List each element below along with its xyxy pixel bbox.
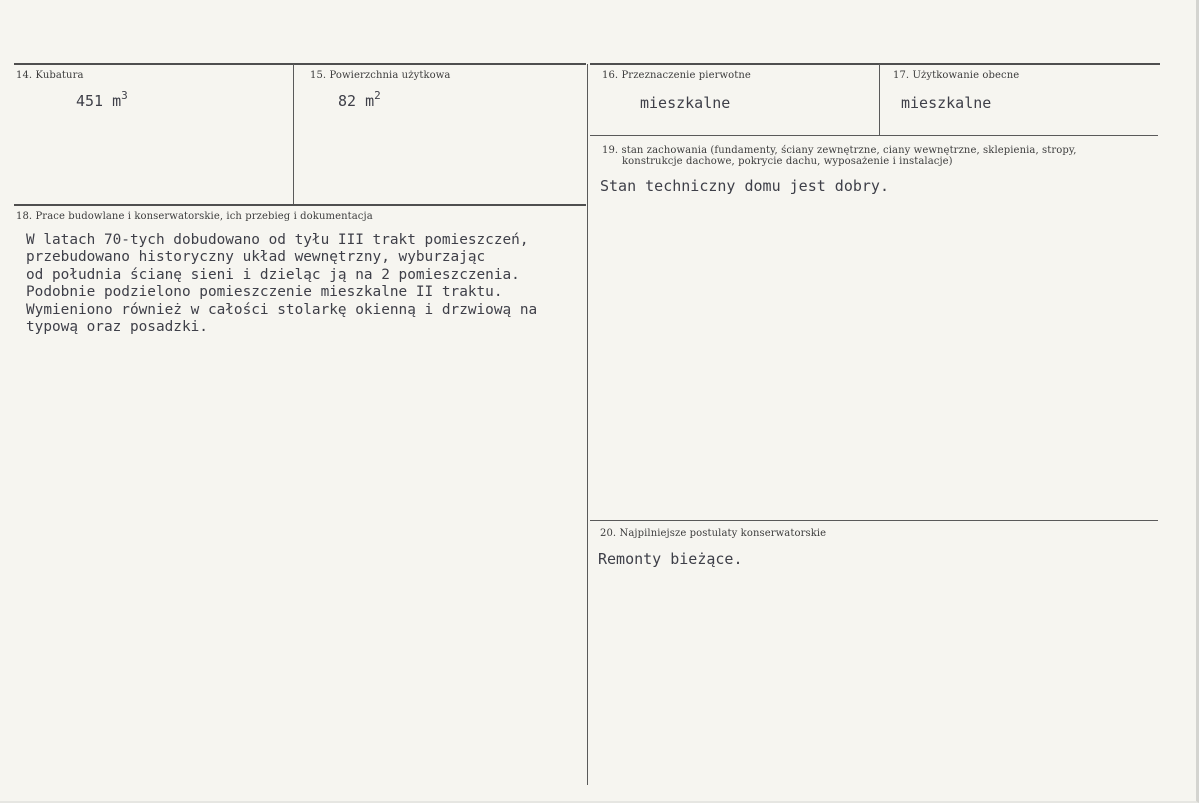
field-18-line: Wymieniono również w całości stolarkę okienną i drzwiową na — [26, 301, 538, 318]
field-18-line: Podobnie podzielono pomieszczenie mieszkalne II traktu. — [26, 284, 503, 301]
field-20-label: 20. Najpilniejsze postulaty konserwatorskie — [600, 528, 827, 539]
rule-above-18 — [14, 204, 586, 206]
field-17-label: 17. Użytkowanie obecne — [893, 70, 1020, 81]
field-19-value: Stan techniczny domu jest dobry. — [600, 177, 889, 195]
field-16-label: 16. Przeznaczenie pierwotne — [602, 70, 751, 81]
field-16-value: mieszkalne — [640, 94, 731, 112]
field-18-label: 18. Prace budowlane i konserwatorskie, ich przebieg i dokumentacja — [16, 211, 373, 222]
field-14-number: 451 m — [76, 92, 122, 110]
field-15-label: 15. Powierzchnia użytkowa — [310, 70, 451, 81]
field-14-exponent: 3 — [121, 89, 128, 102]
field-19-label-line1: 19. stan zachowania (fundamenty, ściany zewnętrzne, ciany wewnętrzne, sklepienia, stropy, — [602, 145, 1077, 156]
center-divider — [587, 64, 588, 785]
field-14-value — [76, 89, 128, 110]
divider-14-15 — [293, 64, 294, 205]
field-15-exponent: 2 — [374, 89, 381, 102]
rule-above-19 — [590, 135, 1158, 136]
field-18-line: W latach 70-tych dobudowano od tyłu III trakt pomieszczeń, — [26, 232, 529, 248]
field-20-value: Remonty bieżące. — [598, 550, 743, 568]
top-rule-left — [14, 63, 586, 65]
divider-16-17 — [879, 64, 880, 135]
field-18-line: typową oraz posadzki. — [26, 319, 208, 336]
field-17-value: mieszkalne — [901, 94, 992, 112]
field-19-label-line2: konstrukcje dachowe, pokrycie dachu, wyposażenie i instalacje) — [622, 156, 953, 167]
field-18-text — [26, 232, 537, 336]
field-15-value — [338, 89, 381, 110]
field-15-number: 82 m — [338, 92, 375, 110]
field-18-line: przebudowano historyczny układ wewnętrzny, wyburzając — [26, 249, 486, 266]
field-14-label: 14. Kubatura — [16, 70, 84, 81]
top-rule-right — [590, 63, 1160, 65]
field-18-line: od południa ścianę sieni i dzieląc ją na 2 pomieszczenia. — [26, 266, 520, 283]
rule-above-20 — [590, 520, 1158, 521]
